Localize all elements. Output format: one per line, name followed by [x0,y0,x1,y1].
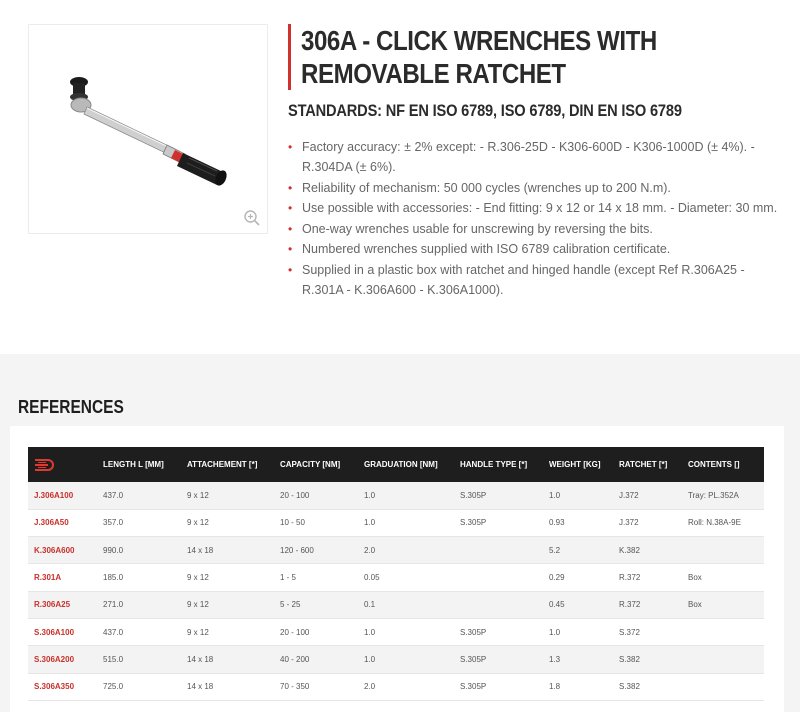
cell-handle [454,537,543,564]
cell-length: 437.0 [97,482,181,509]
cell-attachment: 14 x 18 [181,646,274,673]
cell-contents: Tray: PL.352A [682,482,764,509]
reference-link[interactable]: S.306A100 [28,618,97,645]
cell-capacity: 5 - 25 [274,591,358,618]
cell-graduation: 1.0 [358,618,454,645]
column-header[interactable]: WEIGHT [KG] [543,447,613,482]
cell-ratchet: R.372 [613,591,682,618]
column-header[interactable]: HANDLE TYPE [*] [454,447,543,482]
bullet-icon: • [288,201,293,215]
column-header[interactable]: GRADUATION [NM] [358,447,454,482]
bullet-icon: • [288,221,293,236]
cell-attachment: 9 x 12 [181,591,274,618]
cell-contents: Box [682,564,764,591]
cell-capacity: 20 - 100 [274,482,358,509]
cell-handle [454,564,543,591]
cell-ratchet: K.382 [613,537,682,564]
cell-capacity: 40 - 200 [274,646,358,673]
bullet-icon: • [288,242,293,256]
cell-weight: 1.8 [543,673,613,700]
cell-graduation: 2.0 [358,673,454,700]
cell-attachment: 14 x 18 [181,537,274,564]
cell-length: 271.0 [97,591,181,618]
cell-graduation: 1.0 [358,482,454,509]
references-table [28,447,764,701]
cell-weight: 1.0 [543,482,613,509]
table-row[interactable] [28,646,764,673]
cell-graduation: 0.05 [358,564,454,591]
cell-capacity: 1 - 5 [274,564,358,591]
cell-handle: S.305P [454,673,543,700]
feature-list [288,137,788,300]
cell-graduation: 2.0 [358,537,454,564]
feature-item: • One-way wrenches usable for unscrewing by reversing the bits. [300,219,788,239]
cell-contents: Box [682,591,764,618]
bullet-icon: • [288,262,293,277]
cell-weight: 0.93 [543,509,613,536]
cell-ratchet: J.372 [613,482,682,509]
feature-item: • Use possible with accessories: - End fitting: 9 x 12 or 14 x 18 mm. - Diameter: 30 mm. [300,198,788,218]
reference-link[interactable]: S.306A200 [28,646,97,673]
cell-handle: S.305P [454,618,543,645]
zoom-in-icon[interactable] [243,209,261,227]
reference-link[interactable]: J.306A50 [28,509,97,536]
reference-link[interactable]: K.306A600 [28,537,97,564]
table-row[interactable] [28,482,764,509]
cell-contents: Roll: N.38A-9E [682,509,764,536]
column-header[interactable]: CAPACITY [NM] [274,447,358,482]
standards-heading: STANDARDS: NF EN ISO 6789, ISO 6789, DIN EN ISO 6789 [288,101,682,120]
cell-capacity: 120 - 600 [274,537,358,564]
column-header[interactable]: LENGTH L [MM] [97,447,181,482]
cell-weight: 0.29 [543,564,613,591]
cell-length: 725.0 [97,673,181,700]
table-row[interactable] [28,509,764,536]
cell-attachment: 9 x 12 [181,618,274,645]
product-image[interactable] [28,24,268,234]
cell-capacity: 20 - 100 [274,618,358,645]
cell-length: 515.0 [97,646,181,673]
table-row[interactable] [28,618,764,645]
title-line-2: REMOVABLE RATCHET [301,58,566,89]
cell-graduation: 0.1 [358,591,454,618]
table-row[interactable] [28,564,764,591]
cell-contents [682,618,764,645]
cell-contents [682,673,764,700]
title-line-1: 306A - CLICK WRENCHES WITH [301,25,657,56]
table-header-row [28,447,764,482]
cell-length: 185.0 [97,564,181,591]
cell-length: 357.0 [97,509,181,536]
cell-length: 990.0 [97,537,181,564]
cell-ratchet: R.372 [613,564,682,591]
brand-logo-icon [28,447,97,482]
reference-link[interactable]: S.306A350 [28,673,97,700]
feature-item: • Supplied in a plastic box with ratchet and hinged handle (except Ref R.306A25 - R.301A - K.306A600 - K.306A1000). [300,260,788,300]
cell-ratchet: S.382 [613,646,682,673]
cell-contents [682,537,764,564]
cell-ratchet: S.372 [613,618,682,645]
cell-ratchet: S.382 [613,673,682,700]
reference-link[interactable]: R.301A [28,564,97,591]
cell-attachment: 9 x 12 [181,509,274,536]
torque-wrench-image [29,25,269,235]
cell-ratchet: J.372 [613,509,682,536]
cell-weight: 0.45 [543,591,613,618]
bullet-icon: • [288,140,293,154]
cell-handle: S.305P [454,646,543,673]
cell-length: 437.0 [97,618,181,645]
table-row[interactable] [28,537,764,564]
product-title [288,24,788,90]
table-row[interactable] [28,673,764,700]
cell-capacity: 10 - 50 [274,509,358,536]
cell-attachment: 9 x 12 [181,564,274,591]
cell-capacity: 70 - 350 [274,673,358,700]
cell-attachment: 9 x 12 [181,482,274,509]
reference-link[interactable]: R.306A25 [28,591,97,618]
cell-weight: 1.0 [543,618,613,645]
column-header[interactable]: RATCHET [*] [613,447,682,482]
cell-contents [682,646,764,673]
cell-graduation: 1.0 [358,646,454,673]
column-header[interactable]: ATTACHEMENT [*] [181,447,274,482]
references-heading: REFERENCES [18,397,124,417]
table-row[interactable] [28,591,764,618]
cell-handle: S.305P [454,482,543,509]
cell-weight: 5.2 [543,537,613,564]
feature-item: • Factory accuracy: ± 2% except: - R.306-25D - K306-600D - K306-1000D (± 4%). - R.304DA (± 6%). [300,137,788,177]
feature-item: • Reliability of mechanism: 50 000 cycles (wrenches up to 200 N.m). [300,178,788,198]
bullet-icon: • [288,180,293,195]
cell-weight: 1.3 [543,646,613,673]
cell-handle [454,591,543,618]
cell-handle: S.305P [454,509,543,536]
reference-link[interactable]: J.306A100 [28,482,97,509]
feature-item: • Numbered wrenches supplied with ISO 6789 calibration certificate. [300,239,788,259]
cell-graduation: 1.0 [358,509,454,536]
cell-attachment: 14 x 18 [181,673,274,700]
column-header[interactable]: CONTENTS [] [682,447,764,482]
